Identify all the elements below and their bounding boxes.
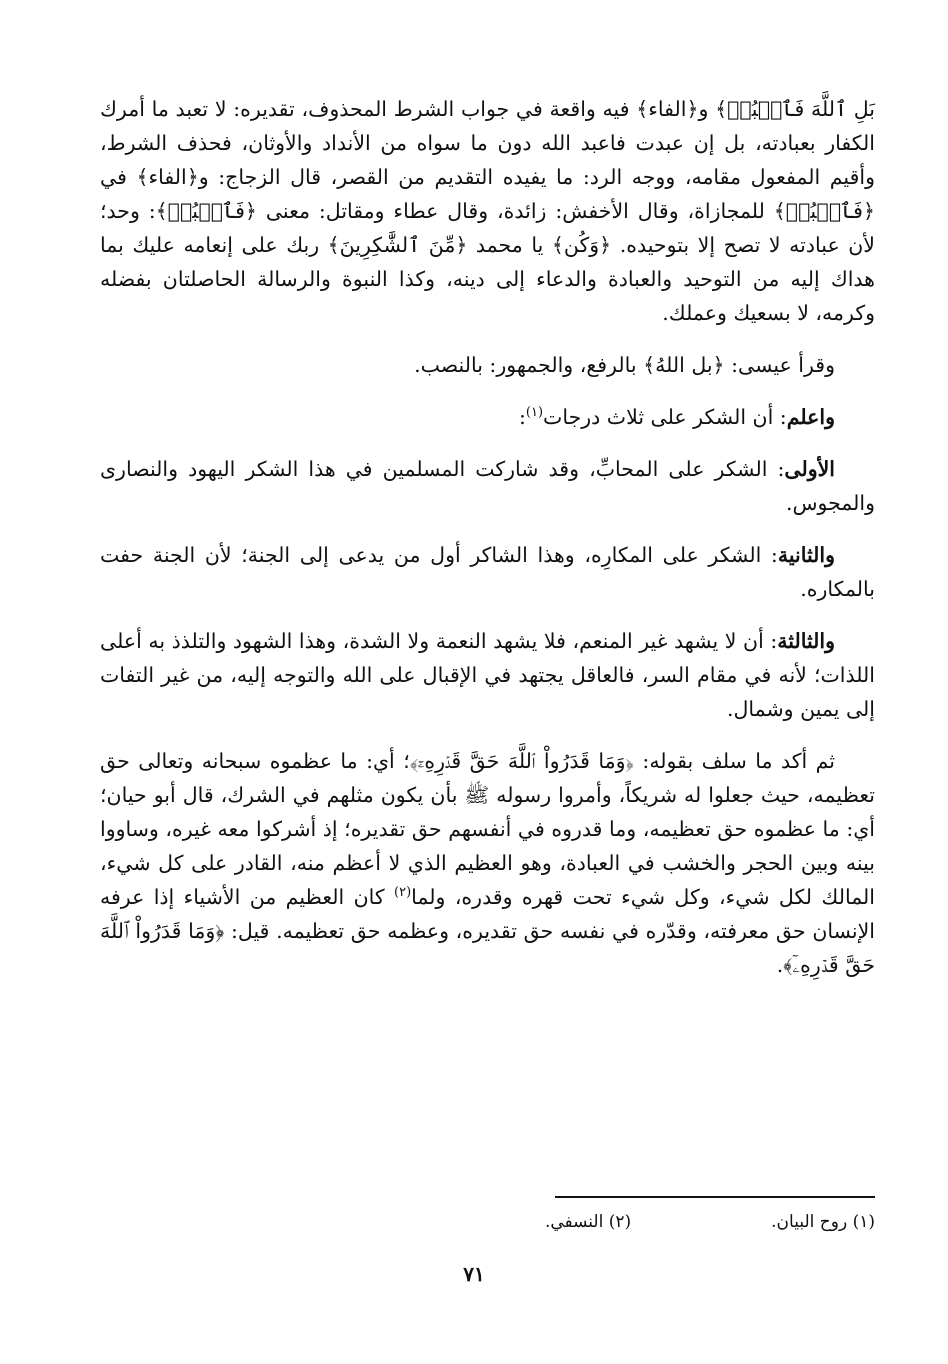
page-number: ٧١	[463, 1262, 485, 1286]
paragraph-text: : الشكر على المكارِه، وهذا الشاكر أول من يدعى إلى الجنة؛ لأن الجنة حفت بالمكاره.	[100, 543, 875, 601]
footnote-2: (٢) النسفي.	[544, 1212, 632, 1232]
paragraph-tail: كان العظيم من الأشياء إذا عرفه الإنسان حق معرفته، وقدّره في نفسه حق تقديره، وعظمه حق تعظيمه. قيل: ﴿وَمَا قَدَرُواْ ٱللَّهَ حَقَّ قَدۡرِهِۦٓ﴾.	[100, 885, 875, 977]
footnote-marker: (١)	[525, 405, 544, 421]
paragraph-text: : أن لا يشهد غير المنعم، فلا يشهد النعمة ولا الشدة، وهذا الشهود والتلذذ به أعلى اللذات؛ لأنه في مقام السر، فالعاقل يجتهد في الإقبال على الله والتوجه إليه، من غير التفات إلى يمين وشمال.	[100, 629, 875, 721]
document-body	[100, 92, 875, 982]
paragraph-text: ثم أكد ما سلف بقوله: ﴿وَمَا قَدَرُواْ ٱللَّهَ حَقَّ قَدۡرِهِۦٓ﴾؛ أي: ما عظموه سبحانه وتعالى حق تعظيمه، حيث جعلوا له شريكاً، وأمروا رسوله ﷺ بأن يكون مثلهم في الشرك، قال أبو حيان؛ أي: ما عظموه حق تعظيمه، وما قدروه في أنفسهم حق تقديره؛ إذ أشركوا معه غيره، وساووا بينه وبين الحجر والخشب في العبادة، وهو العظيم الذي لا أعظم منه، القادر على كل شيء، المالك لكل شيء، وكل شيء تحت قهره وقدره، ولما	[100, 749, 875, 909]
footnote-1: (١) روح البيان.	[771, 1212, 875, 1232]
paragraph-lead: واعلم	[786, 405, 835, 429]
paragraph-2	[100, 348, 875, 382]
paragraph-text: بَلِ ٱللَّهَ فَٱعۡبُدۡ﴾ و﴿الفاء﴾ فيه واقعة في جواب الشرط المحذوف، تقديره: لا تعبد ما أمرك الكفار بعبادته، بل إن عبدت فاعبد الله دون ما سواه من الأنداد والأوثان، فحذف الشرط، وأقيم المفعول مقامه، ووجه الرد: ما يفيده التقديم من القصر، قال الزجاج: و﴿الفاء﴾ في ﴿فَٱعۡبُدۡ﴾ للمجازاة، وقال الأخفش: زائدة، وقال عطاء ومقاتل: معنى ﴿فَٱعۡبُدۡ﴾: وحد؛ لأن عبادته لا تصح إلا بتوحيده. ﴿وَكُن﴾ يا محمد ﴿مِّنَ ٱلشَّٰكِرِينَ﴾ ربك على إنعامه عليك بما هداك إليه من التوحيد والعبادة والدعاء إلى دينه، وكذا النبوة والرسالة الحاصلتان بفضله وكرمه، لا بسعيك وعملك.	[100, 97, 875, 325]
paragraph-lead: الأولى	[784, 457, 835, 481]
paragraph-text: وقرأ عيسى: ﴿بل اللهُ﴾ بالرفع، والجمهور: بالنصب.	[414, 353, 835, 377]
footnote-divider	[555, 1196, 875, 1198]
paragraph-3	[100, 400, 875, 434]
paragraph-text: : أن الشكر على ثلاث درجات	[543, 405, 787, 429]
footnote-marker: (٢)	[394, 885, 412, 901]
paragraph-lead: والثانية	[777, 543, 835, 567]
paragraph-tail: :	[518, 405, 526, 429]
paragraph-7	[100, 744, 875, 982]
paragraph-lead: والثالثة	[777, 629, 835, 653]
paragraph-4	[100, 452, 875, 520]
paragraph-5	[100, 538, 875, 606]
paragraph-text: : الشكر على المحابِّ، وقد شاركت المسلمين في هذا الشكر اليهود والنصارى والمجوس.	[100, 457, 875, 515]
paragraph-1	[100, 92, 875, 330]
footnotes	[300, 1208, 875, 1236]
paragraph-6	[100, 624, 875, 726]
